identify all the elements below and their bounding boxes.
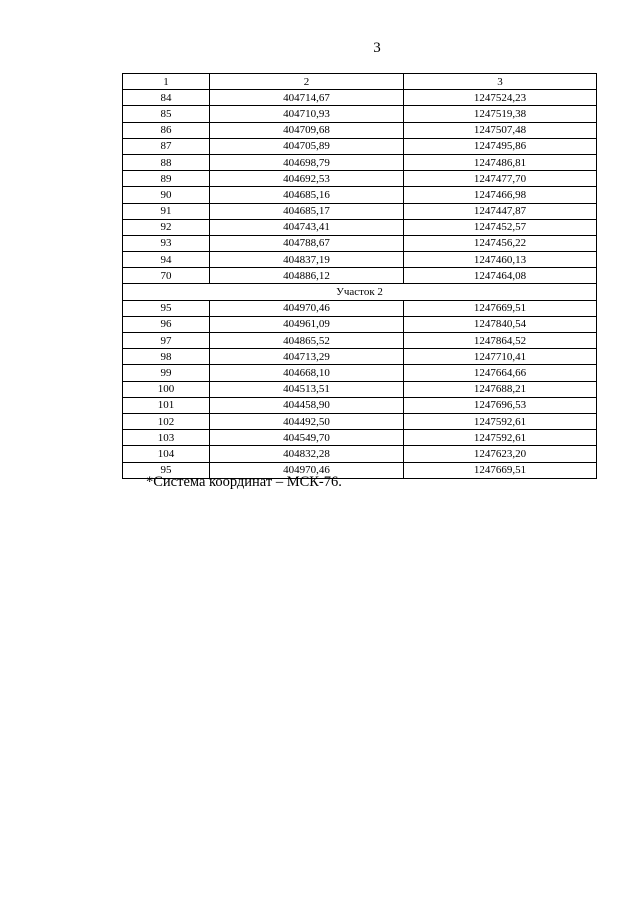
cell-point-number: 85 (123, 106, 210, 122)
cell-y: 1247452,57 (404, 219, 597, 235)
coordinates-table (122, 73, 597, 479)
cell-point-number: 90 (123, 187, 210, 203)
cell-point-number: 95 (123, 462, 210, 478)
table-row (123, 365, 597, 381)
cell-x: 404513,51 (210, 381, 404, 397)
cell-point-number: 95 (123, 300, 210, 316)
cell-y: 1247623,20 (404, 446, 597, 462)
table-row (123, 219, 597, 235)
section-title-row (123, 284, 597, 300)
cell-x: 404549,70 (210, 430, 404, 446)
cell-x: 404865,52 (210, 333, 404, 349)
table-row (123, 122, 597, 138)
cell-x: 404492,50 (210, 413, 404, 429)
cell-point-number: 96 (123, 316, 210, 332)
cell-point-number: 99 (123, 365, 210, 381)
section-title: Участок 2 (123, 284, 597, 300)
cell-x: 404705,89 (210, 138, 404, 154)
cell-x: 404970,46 (210, 300, 404, 316)
cell-point-number: 87 (123, 138, 210, 154)
cell-y: 1247495,86 (404, 138, 597, 154)
cell-y: 1247447,87 (404, 203, 597, 219)
table-row (123, 138, 597, 154)
table-row (123, 316, 597, 332)
table-row (123, 381, 597, 397)
cell-x: 404709,68 (210, 122, 404, 138)
cell-y: 1247669,51 (404, 300, 597, 316)
cell-point-number: 93 (123, 235, 210, 251)
table-header-row (123, 74, 597, 90)
page-number: 3 (373, 40, 381, 56)
cell-y: 1247477,70 (404, 171, 597, 187)
cell-y: 1247464,08 (404, 268, 597, 284)
cell-y: 1247840,54 (404, 316, 597, 332)
cell-point-number: 89 (123, 171, 210, 187)
header-cell-point-number: 1 (123, 74, 210, 90)
cell-y: 1247710,41 (404, 349, 597, 365)
cell-point-number: 103 (123, 430, 210, 446)
table-row (123, 154, 597, 170)
cell-point-number: 100 (123, 381, 210, 397)
cell-point-number: 88 (123, 154, 210, 170)
table-row (123, 446, 597, 462)
cell-point-number: 102 (123, 413, 210, 429)
cell-y: 1247592,61 (404, 430, 597, 446)
table-row (123, 187, 597, 203)
table-row (123, 268, 597, 284)
cell-y: 1247524,23 (404, 90, 597, 106)
cell-y: 1247669,51 (404, 462, 597, 478)
header-cell-x: 2 (210, 74, 404, 90)
cell-x: 404692,53 (210, 171, 404, 187)
table-row (123, 413, 597, 429)
cell-y: 1247456,22 (404, 235, 597, 251)
cell-y: 1247864,52 (404, 333, 597, 349)
cell-point-number: 70 (123, 268, 210, 284)
table-row (123, 90, 597, 106)
table-row (123, 300, 597, 316)
coordinates-table-body (123, 74, 597, 479)
cell-x: 404710,93 (210, 106, 404, 122)
cell-y: 1247460,13 (404, 252, 597, 268)
cell-x: 404837,19 (210, 252, 404, 268)
table-row (123, 430, 597, 446)
cell-y: 1247519,38 (404, 106, 597, 122)
cell-x: 404685,16 (210, 187, 404, 203)
cell-point-number: 101 (123, 397, 210, 413)
cell-point-number: 92 (123, 219, 210, 235)
cell-x: 404668,10 (210, 365, 404, 381)
coordinate-system-footnote: *Система координат – МСК-76. (146, 474, 342, 490)
cell-x: 404788,67 (210, 235, 404, 251)
cell-x: 404743,41 (210, 219, 404, 235)
cell-x: 404714,67 (210, 90, 404, 106)
table-row (123, 106, 597, 122)
cell-point-number: 97 (123, 333, 210, 349)
cell-point-number: 104 (123, 446, 210, 462)
cell-y: 1247592,61 (404, 413, 597, 429)
table-row (123, 235, 597, 251)
cell-x: 404458,90 (210, 397, 404, 413)
cell-x: 404685,17 (210, 203, 404, 219)
cell-point-number: 91 (123, 203, 210, 219)
cell-x: 404970,46 (210, 462, 404, 478)
cell-y: 1247466,98 (404, 187, 597, 203)
cell-x: 404713,29 (210, 349, 404, 365)
cell-x: 404832,28 (210, 446, 404, 462)
table-row (123, 333, 597, 349)
cell-y: 1247486,81 (404, 154, 597, 170)
cell-x: 404961,09 (210, 316, 404, 332)
header-cell-y: 3 (404, 74, 597, 90)
table-row (123, 349, 597, 365)
cell-y: 1247664,66 (404, 365, 597, 381)
cell-point-number: 94 (123, 252, 210, 268)
cell-x: 404698,79 (210, 154, 404, 170)
table-row (123, 203, 597, 219)
table-row (123, 397, 597, 413)
cell-point-number: 86 (123, 122, 210, 138)
table-row (123, 171, 597, 187)
cell-point-number: 84 (123, 90, 210, 106)
cell-y: 1247688,21 (404, 381, 597, 397)
table-row (123, 252, 597, 268)
cell-y: 1247696,53 (404, 397, 597, 413)
cell-y: 1247507,48 (404, 122, 597, 138)
cell-x: 404886,12 (210, 268, 404, 284)
cell-point-number: 98 (123, 349, 210, 365)
